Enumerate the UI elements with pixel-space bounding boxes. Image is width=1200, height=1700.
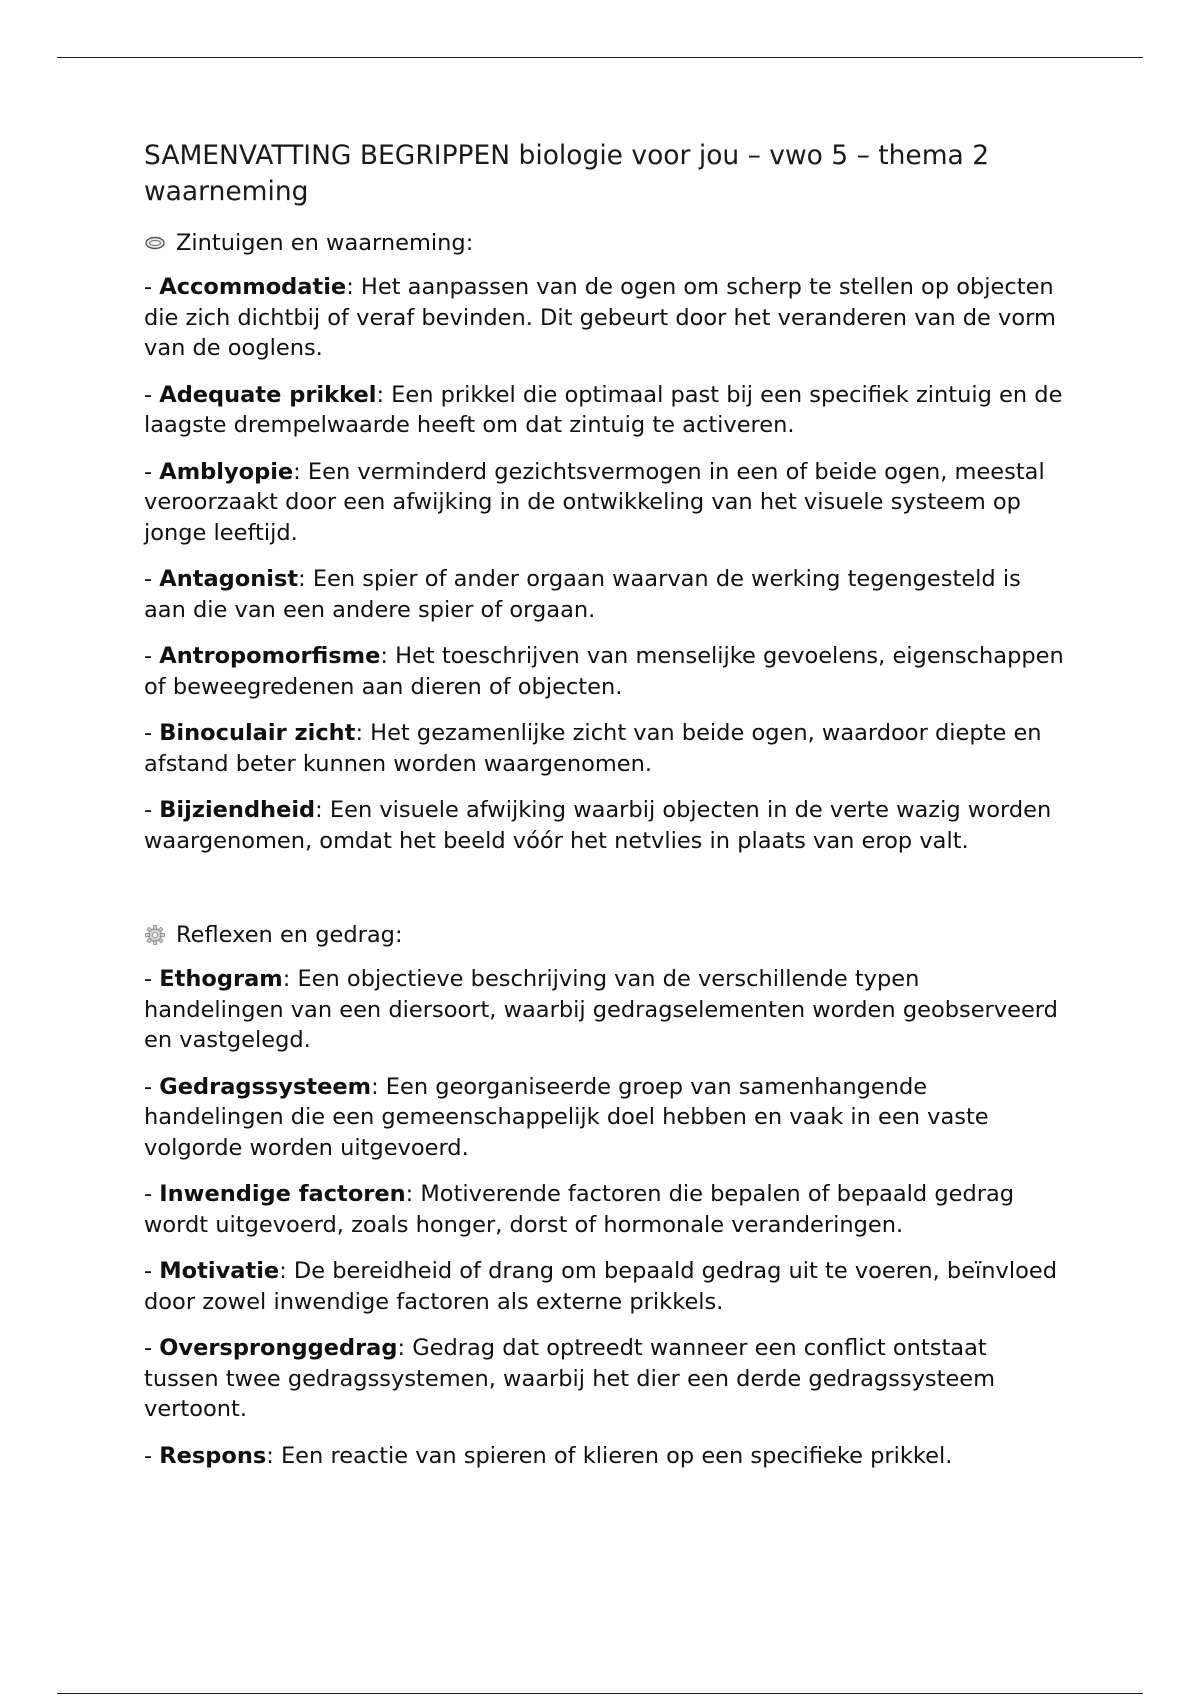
entry-term: Motivatie — [159, 1258, 280, 1284]
gear-icon — [144, 924, 166, 946]
entry-term: Ethogram — [159, 966, 283, 992]
glossary-entry: - Motivatie: De bereidheid of drang om bepaald gedrag uit te voeren, beïnvloed door zowel inwendige factoren als externe prikkels. — [144, 1258, 1058, 1315]
glossary-entry: - Accommodatie: Het aanpassen van de ogen om scherp te stellen op objecten die zich dichtbij of veraf bevinden. Dit gebeurt door het veranderen van de vorm van de ooglens. — [144, 274, 1056, 361]
section-heading-label: Reflexen en gedrag: — [176, 922, 403, 948]
entry-term: Overspronggedrag — [159, 1335, 398, 1361]
entry-term: Accommodatie — [159, 274, 347, 300]
title-line-1: SAMENVATTING BEGRIPPEN biologie voor jou – vwo 5 – thema 2 — [144, 140, 990, 171]
entry-definition: : Een verminderd gezichtsvermogen in een of beide ogen, meestal veroorzaakt door een afwijking in de ontwikkeling van het visuele systeem op jonge leeftijd. — [144, 458, 1045, 546]
glossary-entry: - Antropomorfisme: Het toeschrijven van menselijke gevoelens, eigenschappen of beweegredenen aan dieren of objecten. — [144, 643, 1064, 700]
entry-term: Gedragssysteem — [159, 1073, 372, 1100]
glossary-entry: - Amblyopie: Een verminderd gezichtsvermogen in een of beide ogen, meestal veroorzaakt door een afwijking in de ontwikkeling van het visuele systeem op jonge leeftijd. — [144, 458, 1045, 546]
glossary-entry: - Antagonist: Een spier of ander orgaan waarvan de werking tegengesteld is aan die van een andere spier of orgaan. — [144, 566, 1021, 623]
entry-term: Bijziendheid — [159, 797, 316, 823]
top-rule — [57, 57, 1143, 58]
glossary-entry: - Binoculair zicht: Het gezamenlijke zicht van beide ogen, waardoor diepte en afstand beter kunnen worden waargenomen. — [144, 720, 1042, 777]
entry-definition: : Een objectieve beschrijving van de verschillende typen handelingen van een diersoort, waarbij gedragselementen worden geobserveerd en vastgelegd. — [144, 966, 1058, 1053]
glossary-entry: - Ethogram: Een objectieve beschrijving van de verschillende typen handelingen van een diersoort, waarbij gedragselementen worden geobserveerd en vastgelegd. — [144, 966, 1058, 1053]
section-heading-label: Zintuigen en waarneming: — [176, 230, 474, 256]
entry-definition: : Een georganiseerde groep van samenhangende handelingen die een gemeenschappelijk doel hebben en vaak in een vaste volgorde worden uitgevoerd. — [144, 1073, 989, 1161]
entry-term: Inwendige factoren — [159, 1181, 406, 1207]
entry-definition: : Het gezamenlijke zicht van beide ogen, waardoor diepte en afstand beter kunnen worden waargenomen. — [144, 720, 1042, 777]
entry-definition: : Een visuele afwijking waarbij objecten in de verte wazig worden waargenomen, omdat het beeld vóór het netvlies in plaats van erop valt. — [144, 797, 1052, 854]
glossary-entry: - Inwendige factoren: Motiverende factoren die bepalen of bepaald gedrag wordt uitgevoerd, zoals honger, dorst of hormonale veranderingen. — [144, 1181, 1015, 1238]
entry-definition: : Een prikkel die optimaal past bij een specifiek zintuig en de laagste drempelwaarde heeft om dat zintuig te activeren. — [144, 381, 1063, 438]
entry-definition: : Motiverende factoren die bepalen of bepaald gedrag wordt uitgevoerd, zoals honger, dorst of hormonale veranderingen. — [144, 1181, 1015, 1238]
glossary-entry: - Overspronggedrag: Gedrag dat optreedt wanneer een conflict ontstaat tussen twee gedragssystemen, waarbij het dier een derde gedragssysteem vertoont. — [144, 1335, 996, 1422]
entry-term: Binoculair zicht — [159, 720, 356, 746]
glossary-entry: - Bijziendheid: Een visuele afwijking waarbij objecten in de verte wazig worden waargenomen, omdat het beeld vóór het netvlies in plaats van erop valt. — [144, 797, 1052, 854]
entry-definition: : De bereidheid of drang om bepaald gedrag uit te voeren, beïnvloed door zowel inwendige factoren als externe prikkels. — [144, 1258, 1058, 1315]
section-heading-reflexen — [144, 920, 1064, 950]
entry-term: Antagonist — [159, 566, 299, 592]
section-heading-zintuigen — [144, 228, 1064, 258]
title-line-2: waarneming — [144, 176, 309, 207]
eye-icon — [144, 232, 166, 254]
document-body — [144, 138, 1064, 1487]
entry-term: Amblyopie — [159, 458, 294, 485]
entry-term: Adequate prikkel — [159, 381, 377, 408]
entry-definition: : Een spier of ander orgaan waarvan de werking tegengesteld is aan die van een andere spier of orgaan. — [144, 566, 1021, 623]
glossary-entry: - Adequate prikkel: Een prikkel die optimaal past bij een specifiek zintuig en de laagste drempelwaarde heeft om dat zintuig te activeren. — [144, 381, 1063, 438]
bottom-rule — [57, 1693, 1143, 1694]
entry-term: Antropomorfisme — [159, 643, 381, 669]
glossary-entry: - Respons: Een reactie van spieren of klieren op een specifieke prikkel. — [144, 1442, 953, 1469]
entry-term: Respons — [159, 1442, 267, 1469]
entry-definition: : Het aanpassen van de ogen om scherp te stellen op objecten die zich dichtbij of veraf bevinden. Dit gebeurt door het veranderen van de vorm van de ooglens. — [144, 274, 1056, 361]
entry-definition: : Het toeschrijven van menselijke gevoelens, eigenschappen of beweegredenen aan dieren of objecten. — [144, 643, 1064, 700]
entry-definition: : Een reactie van spieren of klieren op een specifieke prikkel. — [266, 1442, 953, 1469]
document-title — [144, 138, 1064, 210]
entry-definition: : Gedrag dat optreedt wanneer een conflict ontstaat tussen twee gedragssystemen, waarbij het dier een derde gedragssysteem vertoont. — [144, 1335, 996, 1422]
section-spacer — [144, 872, 1064, 920]
glossary-entry: - Gedragssysteem: Een georganiseerde groep van samenhangende handelingen die een gemeenschappelijk doel hebben en vaak in een vaste volgorde worden uitgevoerd. — [144, 1073, 989, 1161]
